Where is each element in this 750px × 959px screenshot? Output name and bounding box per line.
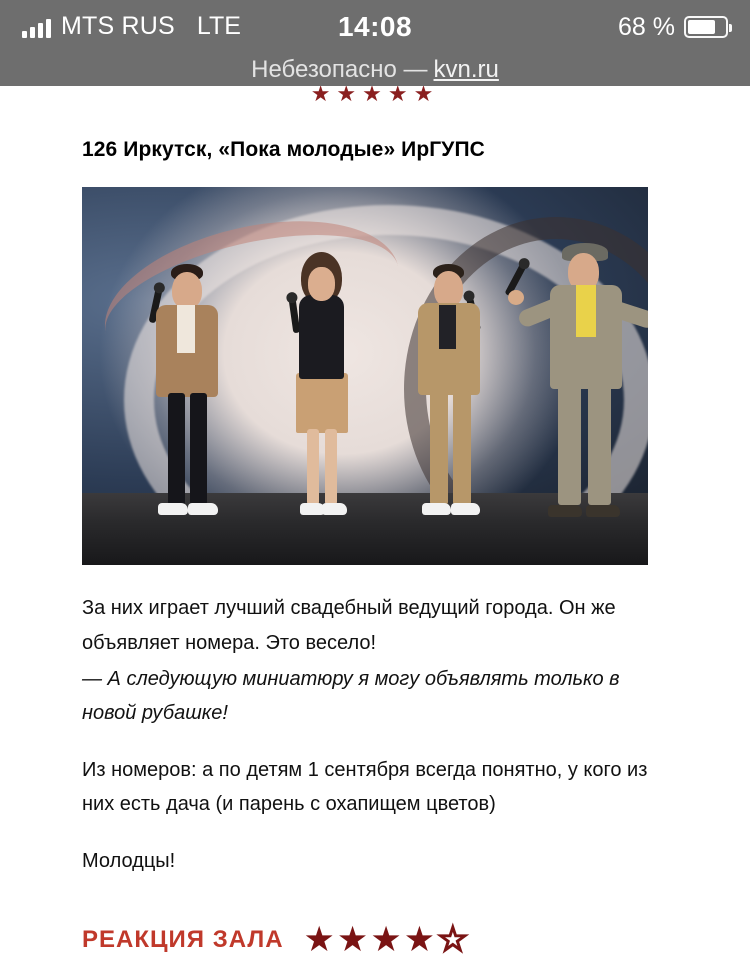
performer-3-leg-left [430, 391, 448, 505]
performer-4-shoe-right [586, 505, 620, 517]
browser-url-bar[interactable] [0, 54, 750, 86]
performer-2-leg-right [325, 429, 337, 505]
performer-3-shoe-right [451, 503, 480, 515]
performer-4-shoe-left [548, 505, 582, 517]
network-type-label: LTE [196, 12, 241, 40]
battery-icon [684, 16, 728, 38]
performer-3-leg-right [453, 391, 471, 505]
page-content [0, 86, 750, 957]
carrier-label: MTS RUS [61, 12, 175, 40]
performer-1-leg-right [190, 393, 207, 505]
audience-reaction-rating [82, 922, 668, 957]
performer-2-shoe-right [322, 503, 347, 515]
article-quote: — А следующую миниатюру я могу объявлять только в новой рубашке! [82, 668, 620, 725]
performer-4-shirt [576, 285, 596, 337]
star-icon-1: ★ [303, 920, 335, 959]
page-title: 126 Иркутск, «Пока молодые» ИрГУПС [82, 138, 485, 161]
performer-1-shoe-right [188, 503, 218, 515]
status-bar [0, 0, 750, 54]
clock-label: 14:08 [337, 11, 413, 42]
performer-2-head [308, 267, 335, 301]
star-icon-2: ★ [336, 920, 369, 959]
url-host-label[interactable]: kvn.ru [433, 56, 499, 83]
status-bar-right [618, 12, 728, 41]
performer-4-leg-left [558, 381, 581, 505]
performer-1-shoe-left [158, 503, 188, 515]
article-paragraph: Молодцы! [82, 849, 176, 872]
status-bar-left [22, 14, 241, 40]
performer-1-shirt [177, 305, 195, 353]
performer-1-leg-left [168, 393, 185, 505]
reaction-label: РЕАКЦИЯ ЗАЛА [82, 925, 284, 953]
signal-bars-icon [22, 16, 51, 40]
article-paragraph: За них играет лучший свадебный ведущий города. Он же объявляет номера. Это весело! [82, 597, 616, 654]
performer-3-head [434, 271, 463, 307]
security-status-label: Небезопасно — [251, 56, 428, 83]
performer-2-skirt [296, 373, 348, 433]
star-icon-4: ★ [403, 920, 436, 959]
performer-3-shirt [439, 305, 456, 349]
article-body [0, 136, 750, 957]
performer-2-top [299, 295, 344, 379]
section-divider-stars: ★★★★★ [310, 86, 440, 102]
star-icon-5-empty: ☆ [437, 920, 469, 959]
performer-4-leg-right [588, 381, 611, 505]
article-photo [82, 187, 648, 565]
star-icon-3: ★ [370, 920, 402, 959]
performer-1-head [172, 272, 202, 309]
article-paragraph: Из номеров: а по детям 1 сентября всегда понятно, у кого из них есть дача (и парень с охапищем цветов) [82, 758, 648, 816]
performer-2-leg-left [307, 429, 319, 505]
star-rating [304, 922, 469, 957]
performer-3-shoe-left [422, 503, 451, 515]
battery-percent-label: 68 % [618, 12, 675, 41]
